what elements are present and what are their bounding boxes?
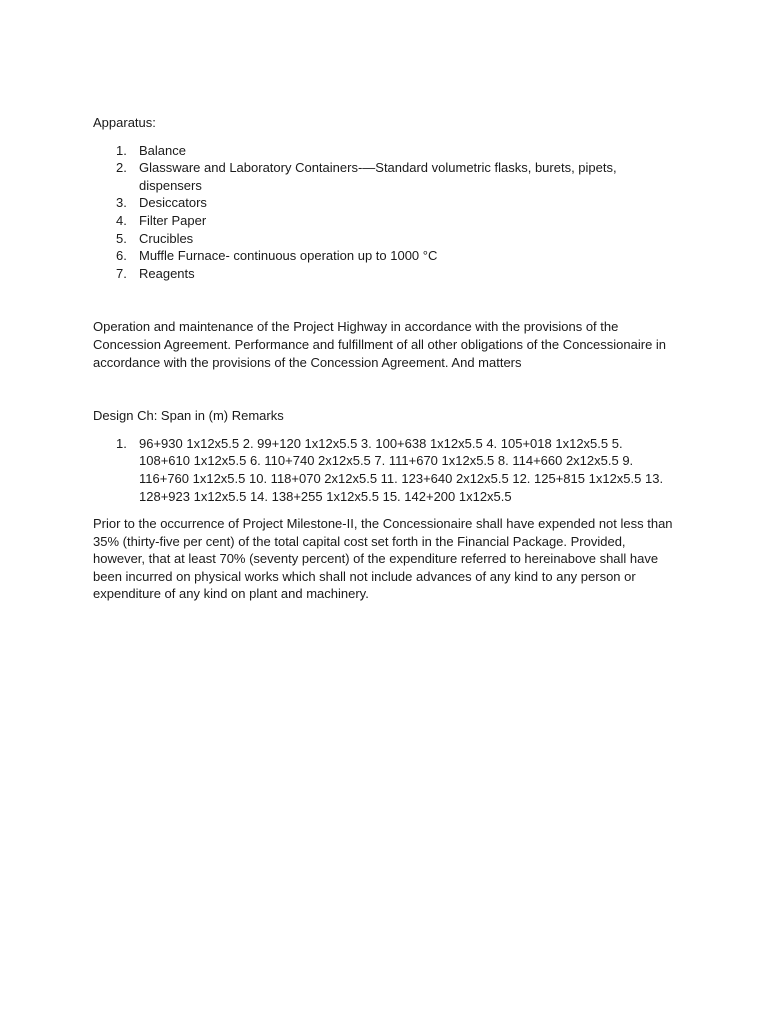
list-number: 4. — [116, 212, 127, 228]
list-number: 2. — [116, 160, 127, 176]
list-item — [93, 265, 673, 283]
list-item — [93, 212, 673, 230]
spacer — [93, 505, 673, 515]
design-heading: Design Ch: Span in (m) Remarks — [93, 408, 284, 424]
apparatus-list — [93, 142, 673, 283]
list-item — [93, 159, 673, 194]
apparatus-heading: Apparatus: — [93, 115, 156, 130]
list-item — [93, 230, 673, 248]
list-item-text: Desiccators — [139, 195, 207, 211]
list-item — [93, 142, 673, 160]
list-item-text: 96+930 1x12x5.5 2. 99+120 1x12x5.5 3. 100+638 1x12x5.5 4. 105+018 1x12x5.5 5. 108+610 1x12x5.5 6. 110+740 2x12x5.5 7. 111+670 1x12x5.5 8. 114+660 2x12x5.5 9. 116+760 1x12x5.5 10. 118+070 2x12x5.5 11. 123+640 2x12x5.5 12. 125+815 1x12x5.5 13. 128+923 1x12x5.5 14. 138+255 1x12x5.5 15. 142+200 1x12x5.5 — [139, 435, 664, 504]
list-item — [93, 194, 673, 212]
document-page — [93, 114, 673, 603]
design-list — [93, 435, 673, 505]
list-item-text: Muffle Furnace- continuous operation up to 1000 °C — [139, 248, 438, 264]
list-item-text: Crucibles — [139, 230, 194, 246]
operation-paragraph: Operation and maintenance of the Project Highway in accordance with the provisions of the Concession Agreement. Performance and fulfillment of all other obligations of the Concessionaire in accordance with the provisions of the Concession Agreement. And matters — [93, 319, 667, 370]
spacer — [93, 371, 673, 407]
list-item-text: Glassware and Laboratory Containers-—Standard volumetric flasks, burets, pipets, dispensers — [139, 160, 617, 193]
list-item-text: Balance — [139, 142, 186, 158]
list-item — [93, 435, 673, 505]
list-item-text: Reagents — [139, 265, 195, 281]
list-number: 6. — [116, 248, 127, 264]
list-number: 1. — [116, 435, 127, 451]
list-number: 1. — [116, 142, 127, 158]
list-number: 5. — [116, 230, 127, 246]
list-item — [93, 247, 673, 265]
list-item-text: Filter Paper — [139, 212, 207, 228]
spacer — [93, 282, 673, 318]
list-number: 7. — [116, 265, 127, 281]
list-number: 3. — [116, 195, 127, 211]
milestone-paragraph: Prior to the occurrence of Project Milestone-II, the Concessionaire shall have expended not less than 35% (thirty-five per cent) of the total capital cost set forth in the Financial Package. Provided, however, that at least 70% (seventy percent) of the expenditure referred to hereinabove shall have been incurred on physical works which shall not include advances of any kind to any person or expenditure of any kind on plant and machinery. — [93, 516, 673, 602]
